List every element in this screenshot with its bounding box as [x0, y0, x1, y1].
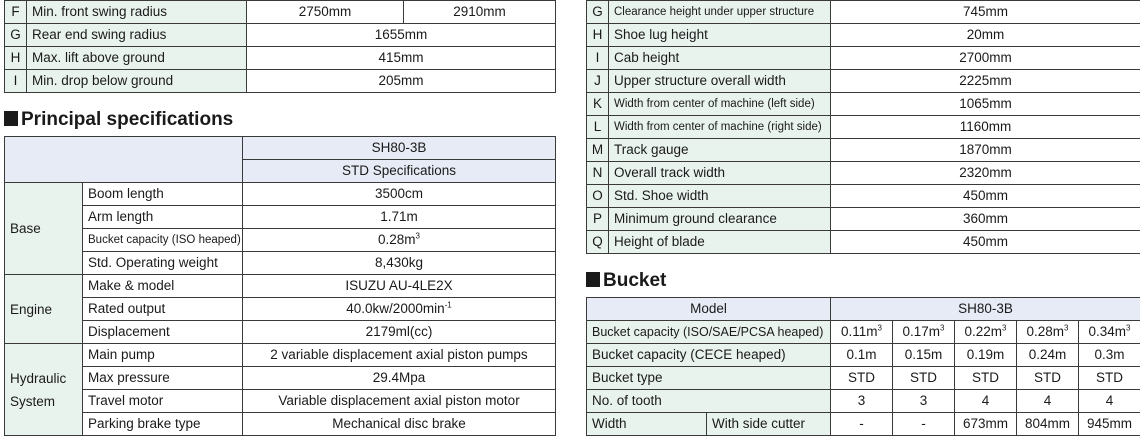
row-value: 745mm: [831, 1, 1140, 24]
row-value: $0.28m^3$: [1017, 321, 1079, 344]
row-letter: L: [587, 116, 609, 139]
row-letter: P: [587, 208, 609, 231]
row-value: 415mm: [247, 47, 556, 70]
row-label: Arm length: [83, 206, 243, 229]
row-label: Boom length: [83, 183, 243, 206]
row-value: 1160mm: [831, 116, 1140, 139]
table-row: [5, 321, 556, 344]
row-letter: M: [587, 139, 609, 162]
row-value: $0.34m^3$: [1079, 321, 1140, 344]
row-letter: N: [587, 162, 609, 185]
row-label: Parking brake type: [83, 413, 243, 436]
table-row: [587, 208, 1140, 231]
table-row: [5, 70, 556, 93]
row-letter: I: [5, 70, 27, 93]
row-value: 0.15m: [893, 344, 955, 367]
row-label: Min. front swing radius: [27, 1, 247, 24]
row-label: Std. Operating weight: [83, 252, 243, 275]
group-engine: Engine: [5, 275, 83, 344]
principal-specifications-heading: [4, 109, 233, 131]
row-value: $0.11m^3$: [831, 321, 893, 344]
row-sublabel: With side cutter: [707, 413, 831, 436]
row-label: Rated output: [83, 298, 243, 321]
row-label: Track gauge: [609, 139, 831, 162]
row-label: No. of tooth: [587, 390, 831, 413]
row-value: 0.3m: [1079, 344, 1140, 367]
row-label: Bucket capacity (ISO heaped): [83, 229, 243, 252]
row-label: Overall track width: [609, 162, 831, 185]
row-value: 2910mm: [404, 1, 556, 24]
table-row: [5, 344, 556, 367]
heading-text: Principal specifications: [21, 109, 233, 130]
table-row: [5, 367, 556, 390]
row-label: Upper structure overall width: [609, 70, 831, 93]
row-label: Main pump: [83, 344, 243, 367]
table-row: [587, 47, 1140, 70]
table-row: [5, 206, 556, 229]
table-row: [5, 413, 556, 436]
row-value: STD: [955, 367, 1017, 390]
table-row: [5, 1, 556, 24]
row-value: ISUZU AU-4LE2X: [243, 275, 556, 298]
row-value: STD: [1079, 367, 1140, 390]
row-letter: J: [587, 70, 609, 93]
row-value: Variable displacement axial piston motor: [243, 390, 556, 413]
table-row: [587, 70, 1140, 93]
dimensions-table-right: [586, 0, 1140, 254]
row-value: 1065mm: [831, 93, 1140, 116]
bucket-table: [586, 297, 1140, 436]
row-value: 2320mm: [831, 162, 1140, 185]
row-value: $0.22m^3$: [955, 321, 1017, 344]
row-value: STD: [1017, 367, 1079, 390]
group-base: Base: [5, 183, 83, 275]
row-value: 804mm: [1017, 413, 1079, 436]
row-value: 29.4Mpa: [243, 367, 556, 390]
row-value: 0.1m: [831, 344, 893, 367]
row-value: 4: [1079, 390, 1140, 413]
square-bullet-icon: [4, 111, 18, 126]
row-value: 0.24m: [1017, 344, 1079, 367]
table-row: [5, 47, 556, 70]
row-label: Std. Shoe width: [609, 185, 831, 208]
table-row: [587, 321, 1140, 344]
row-value: 3: [831, 390, 893, 413]
row-value: 2700mm: [831, 47, 1140, 70]
row-value: 1655mm: [247, 24, 556, 47]
row-value: $0.17m^3$: [893, 321, 955, 344]
row-label: Bucket capacity (CECE heaped): [587, 344, 831, 367]
row-letter: G: [587, 1, 609, 24]
table-row: [587, 390, 1140, 413]
row-label: Width from center of machine (left side): [609, 93, 831, 116]
row-value: 4: [1017, 390, 1079, 413]
row-label: Min. drop below ground: [27, 70, 247, 93]
row-label: Bucket type: [587, 367, 831, 390]
heading-text: Bucket: [603, 270, 666, 291]
row-value: Mechanical disc brake: [243, 413, 556, 436]
row-label: Displacement: [83, 321, 243, 344]
row-value: $0.28m^3$: [243, 229, 556, 252]
row-label: Minimum ground clearance: [609, 208, 831, 231]
table-header-row: [5, 137, 556, 160]
dimensions-table-left: [4, 0, 556, 93]
table-row: [587, 116, 1140, 139]
table-row: [587, 185, 1140, 208]
row-value: 450mm: [831, 185, 1140, 208]
row-label: Rear end swing radius: [27, 24, 247, 47]
row-value: 4: [955, 390, 1017, 413]
model-label: Model: [587, 298, 831, 321]
row-value: 20mm: [831, 24, 1140, 47]
row-letter: O: [587, 185, 609, 208]
model-header: SH80-3B: [831, 298, 1140, 321]
row-letter: H: [5, 47, 27, 70]
principal-specifications-table: [4, 136, 556, 436]
table-row: [587, 344, 1140, 367]
row-value: 2750mm: [247, 1, 404, 24]
row-value: -: [831, 413, 893, 436]
row-value: 450mm: [831, 231, 1140, 254]
table-header-row: [587, 298, 1140, 321]
row-label: Max pressure: [83, 367, 243, 390]
table-row: [587, 1, 1140, 24]
row-letter: Q: [587, 231, 609, 254]
row-letter: K: [587, 93, 609, 116]
row-value: 2 variable displacement axial piston pumps: [243, 344, 556, 367]
model-header: SH80-3B: [243, 137, 556, 160]
bucket-heading: [586, 270, 666, 292]
table-row: [5, 298, 556, 321]
row-value: 360mm: [831, 208, 1140, 231]
table-row: [5, 275, 556, 298]
row-label: Cab height: [609, 47, 831, 70]
row-label: Max. lift above ground: [27, 47, 247, 70]
row-value: 945mm: [1079, 413, 1140, 436]
square-bullet-icon: [586, 272, 600, 287]
table-row: [587, 367, 1140, 390]
row-value: 8,430kg: [243, 252, 556, 275]
row-label: Width from center of machine (right side): [609, 116, 831, 139]
table-row: [5, 252, 556, 275]
row-value: STD: [893, 367, 955, 390]
row-letter: G: [5, 24, 27, 47]
row-value: STD: [831, 367, 893, 390]
row-value: 3500cm: [243, 183, 556, 206]
table-row: [587, 24, 1140, 47]
row-label: Bucket capacity (ISO/SAE/PCSA heaped): [587, 321, 831, 344]
row-label: Clearance height under upper structure: [609, 1, 831, 24]
table-row: [587, 93, 1140, 116]
table-row: [587, 139, 1140, 162]
group-hydraulic-system: Hydraulic System: [5, 344, 83, 436]
table-row: [5, 229, 556, 252]
table-row: [5, 24, 556, 47]
row-value: 1870mm: [831, 139, 1140, 162]
table-row: [587, 231, 1140, 254]
spec-header: STD Specifications: [243, 160, 556, 183]
table-row: [587, 413, 1140, 436]
row-value: -: [893, 413, 955, 436]
row-value: $40.0kw/2000\min^{-1}$: [243, 298, 556, 321]
table-row: [5, 390, 556, 413]
header-blank: [5, 137, 243, 183]
row-label: Travel motor: [83, 390, 243, 413]
row-value: 1.71m: [243, 206, 556, 229]
row-value: 205mm: [247, 70, 556, 93]
row-value: 3: [893, 390, 955, 413]
table-row: [5, 183, 556, 206]
row-label: Width: [587, 413, 707, 436]
row-letter: I: [587, 47, 609, 70]
row-letter: H: [587, 24, 609, 47]
row-label: Make & model: [83, 275, 243, 298]
row-value: 0.19m: [955, 344, 1017, 367]
row-label: Height of blade: [609, 231, 831, 254]
row-value: 2225mm: [831, 70, 1140, 93]
table-row: [587, 162, 1140, 185]
row-label: Shoe lug height: [609, 24, 831, 47]
row-value: 2179ml(cc): [243, 321, 556, 344]
row-letter: F: [5, 1, 27, 24]
row-value: 673mm: [955, 413, 1017, 436]
